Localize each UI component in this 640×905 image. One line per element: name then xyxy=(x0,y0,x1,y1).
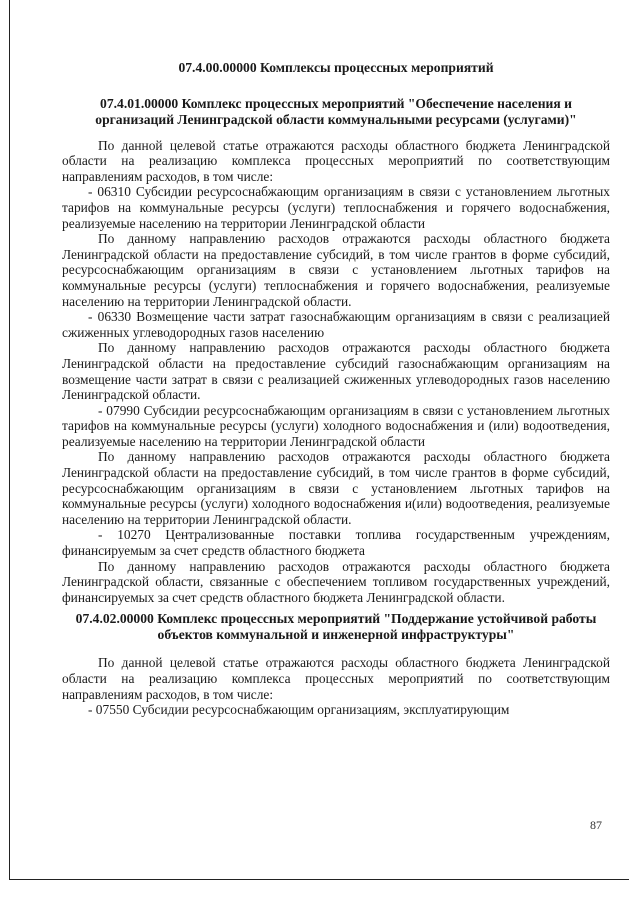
item-07990: - 07990 Субсидии ресурсоснабжающим организациям в связи с установлением льготных тарифов на коммунальные ресурсы (услуги) холодного водоснабжения и (или) водоотведения, реализуемые населению на территории Ленинградской области xyxy=(62,402,610,449)
subsection-heading-2: 07.4.02.00000 Комплекс процессных мероприятий "Поддержание устойчивой работы объектов коммунальной и инженерной инфраструктуры" xyxy=(75,611,597,643)
desc-07990: По данному направлению расходов отражаются расходы областного бюджета Ленинградской области на предоставление субсидий, в том числе грантов в форме субсидий, ресурсоснабжающим организациям в связи с установлением льготных тарифов на коммунальные ресурсы (услуги) холодного водоснабжения и(или) водоотведения, реализуемые населению на территории Ленинградской области. xyxy=(62,449,610,527)
document-body xyxy=(62,52,610,718)
desc-10270: По данному направлению расходов отражаются расходы областного бюджета Ленинградской области, связанные с обеспечением топливом государственных учреждений, финансируемых за счет средств областного бюджета Ленинградской области. xyxy=(62,558,610,605)
desc-06310: По данному направлению расходов отражаются расходы областного бюджета Ленинградской области на предоставление субсидий, в том числе грантов в форме субсидий, ресурсоснабжающим организациям в связи с установлением льготных тарифов на коммунальные ресурсы (услуги) теплоснабжения и горячего водоснабжения, реализуемые населению на территории Ленинградской области. xyxy=(62,231,610,309)
intro-paragraph-1: По данной целевой статье отражаются расходы областного бюджета Ленинградской области на реализацию комплекса процессных мероприятий по соответствующим направлениям расходов, в том числе: xyxy=(62,137,610,184)
item-06330: - 06330 Возмещение части затрат газоснабжающим организациям в связи с реализацией сжиженных углеводородных газов населению xyxy=(62,309,610,340)
page-number: 87 xyxy=(590,818,602,832)
item-06310: - 06310 Субсидии ресурсоснабжающим организациям в связи с установлением льготных тарифов на коммунальные ресурсы (услуги) теплоснабжения и горячего водоснабжения, реализуемые населению на территории Ленинградской области xyxy=(62,184,610,231)
subsection-heading-1: 07.4.01.00000 Комплекс процессных мероприятий "Обеспечение населения и организаций Ленинградской области коммунальными ресурсами (услугами)" xyxy=(95,95,577,127)
scan-left-border xyxy=(9,0,10,880)
item-07550: - 07550 Субсидии ресурсоснабжающим организациям, эксплуатирующим xyxy=(88,702,510,718)
desc-06330: По данному направлению расходов отражаются расходы областного бюджета Ленинградской области на предоставление субсидий газоснабжающим организациям на возмещение части затрат в связи с реализацией сжиженных углеводородных газов населению Ленинградской области. xyxy=(62,340,610,403)
item-10270: - 10270 Централизованные поставки топлива государственным учреждениям, финансируемым за счет средств областного бюджета xyxy=(62,527,610,559)
section-heading: 07.4.00.00000 Комплексы процессных мероприятий xyxy=(178,60,494,75)
scan-bottom-border xyxy=(9,879,629,880)
intro-paragraph-2: По данной целевой статье отражаются расходы областного бюджета Ленинградской области на реализацию комплекса процессных мероприятий по соответствующим направлениям расходов, в том числе: xyxy=(62,655,610,702)
